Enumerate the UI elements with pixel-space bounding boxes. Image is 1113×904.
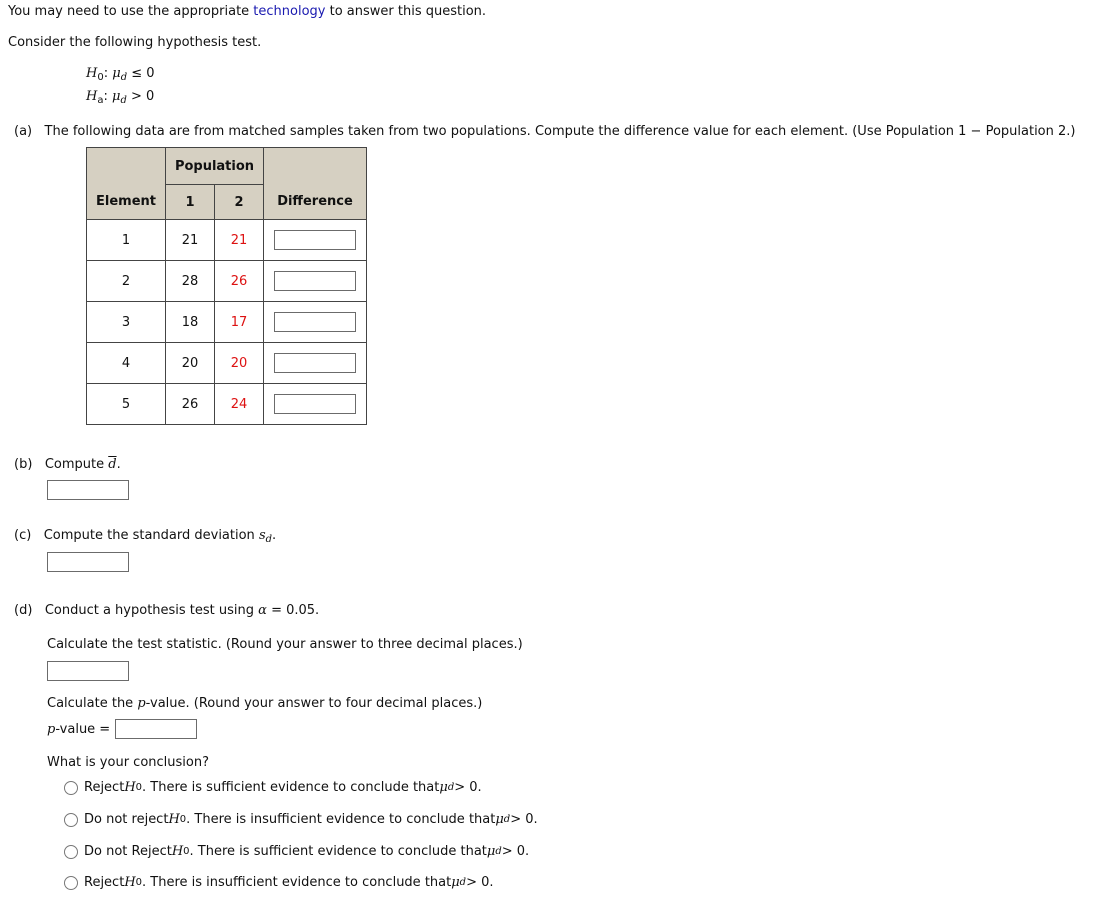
difference-header: Difference: [264, 185, 367, 220]
population-header: Population: [166, 148, 264, 185]
table-row: [87, 220, 367, 261]
difference-input-1[interactable]: [274, 230, 356, 250]
alpha-symbol: α: [258, 603, 267, 618]
radio-button[interactable]: [64, 781, 78, 795]
header-blank-right: [264, 148, 367, 185]
pop2-cell: 17: [215, 302, 264, 343]
table-row: [87, 261, 367, 302]
part-d-label: (d): [14, 603, 33, 618]
part-d-prompt: (d) Conduct a hypothesis test using α = 0.05.: [14, 603, 320, 618]
sd-symbol: s: [258, 528, 266, 543]
pop1-cell: 18: [166, 302, 215, 343]
consider-text: Consider the following hypothesis test.: [8, 35, 262, 50]
part-a-prompt: [14, 124, 1076, 139]
difference-cell: [264, 302, 367, 343]
pop1-cell: 20: [166, 343, 215, 384]
std-dev-input[interactable]: [47, 552, 129, 572]
conclusion-option-1[interactable]: Reject H 0 . There is sufficient evidence to conclude that μ d > 0.: [64, 780, 482, 795]
test-statistic-input[interactable]: [47, 661, 129, 681]
radio-button[interactable]: [64, 876, 78, 890]
pvalue-label: p-value =: [47, 722, 111, 737]
pop1-cell: 26: [166, 384, 215, 425]
technology-link[interactable]: technology: [253, 4, 326, 19]
element-header: Element: [87, 185, 166, 220]
header-blank: [87, 148, 166, 185]
data-table: [86, 147, 367, 425]
part-c-label: (c): [14, 528, 32, 543]
table-row: [87, 384, 367, 425]
pop2-cell: 24: [215, 384, 264, 425]
part-d-text: Conduct a hypothesis test using: [44, 603, 259, 618]
conclusion-option-3[interactable]: Do not Reject H 0 . There is sufficient evidence to conclude that μ d > 0.: [64, 844, 529, 859]
pop1-header: 1: [166, 185, 215, 220]
part-c-text: Compute the standard deviation: [43, 528, 259, 543]
pop1-cell: 21: [166, 220, 215, 261]
intro-prefix: You may need to use the appropriate: [8, 4, 254, 19]
null-hypothesis: $H_0$: $\mu_d \le 0$: [86, 66, 155, 83]
d-bar-symbol: $\overline{d}$: [108, 457, 117, 472]
radio-button[interactable]: [64, 813, 78, 827]
conclusion-option-2[interactable]: Do not reject H 0 . There is insufficient evidence to conclude that μ d > 0.: [64, 812, 538, 827]
part-b-prompt: (b) Compute $\overline{d}$.: [14, 457, 121, 472]
pop1-cell: 28: [166, 261, 215, 302]
element-cell: 3: [87, 302, 166, 343]
pop2-cell: 21: [215, 220, 264, 261]
part-c-prompt: (c) Compute the standard deviation $s_d$.: [14, 528, 277, 545]
table-row: [87, 343, 367, 384]
pvalue-input[interactable]: [115, 719, 197, 739]
part-b-text: Compute: [44, 457, 109, 472]
alternative-hypothesis: $H_a$: $\mu_d > 0$: [86, 89, 155, 106]
intro-text: [8, 4, 486, 19]
difference-cell: [264, 220, 367, 261]
part-b-label: (b): [14, 457, 33, 472]
difference-input-5[interactable]: [274, 394, 356, 414]
element-cell: 2: [87, 261, 166, 302]
table-row: [87, 302, 367, 343]
element-cell: 4: [87, 343, 166, 384]
test-statistic-prompt: Calculate the test statistic. (Round your answer to three decimal places.): [47, 637, 523, 652]
difference-cell: [264, 261, 367, 302]
intro-suffix: to answer this question.: [325, 4, 487, 19]
part-a-text: The following data are from matched samples taken from two populations. Compute the difference value for each element. (Use Population 1 − Population 2.): [44, 124, 1076, 139]
pvalue-prompt: Calculate the p-value. (Round your answer to four decimal places.): [47, 696, 483, 711]
pop2-header: 2: [215, 185, 264, 220]
pop2-cell: 20: [215, 343, 264, 384]
radio-button[interactable]: [64, 845, 78, 859]
element-cell: 5: [87, 384, 166, 425]
d-bar-input[interactable]: [47, 480, 129, 500]
difference-input-4[interactable]: [274, 353, 356, 373]
conclusion-question: What is your conclusion?: [47, 755, 209, 770]
difference-input-3[interactable]: [274, 312, 356, 332]
difference-cell: [264, 343, 367, 384]
element-cell: 1: [87, 220, 166, 261]
difference-input-2[interactable]: [274, 271, 356, 291]
pop2-cell: 26: [215, 261, 264, 302]
conclusion-option-4[interactable]: Reject H 0 . There is insufficient evidence to conclude that μ d > 0.: [64, 875, 494, 890]
part-a-label: (a): [14, 124, 33, 139]
difference-cell: [264, 384, 367, 425]
